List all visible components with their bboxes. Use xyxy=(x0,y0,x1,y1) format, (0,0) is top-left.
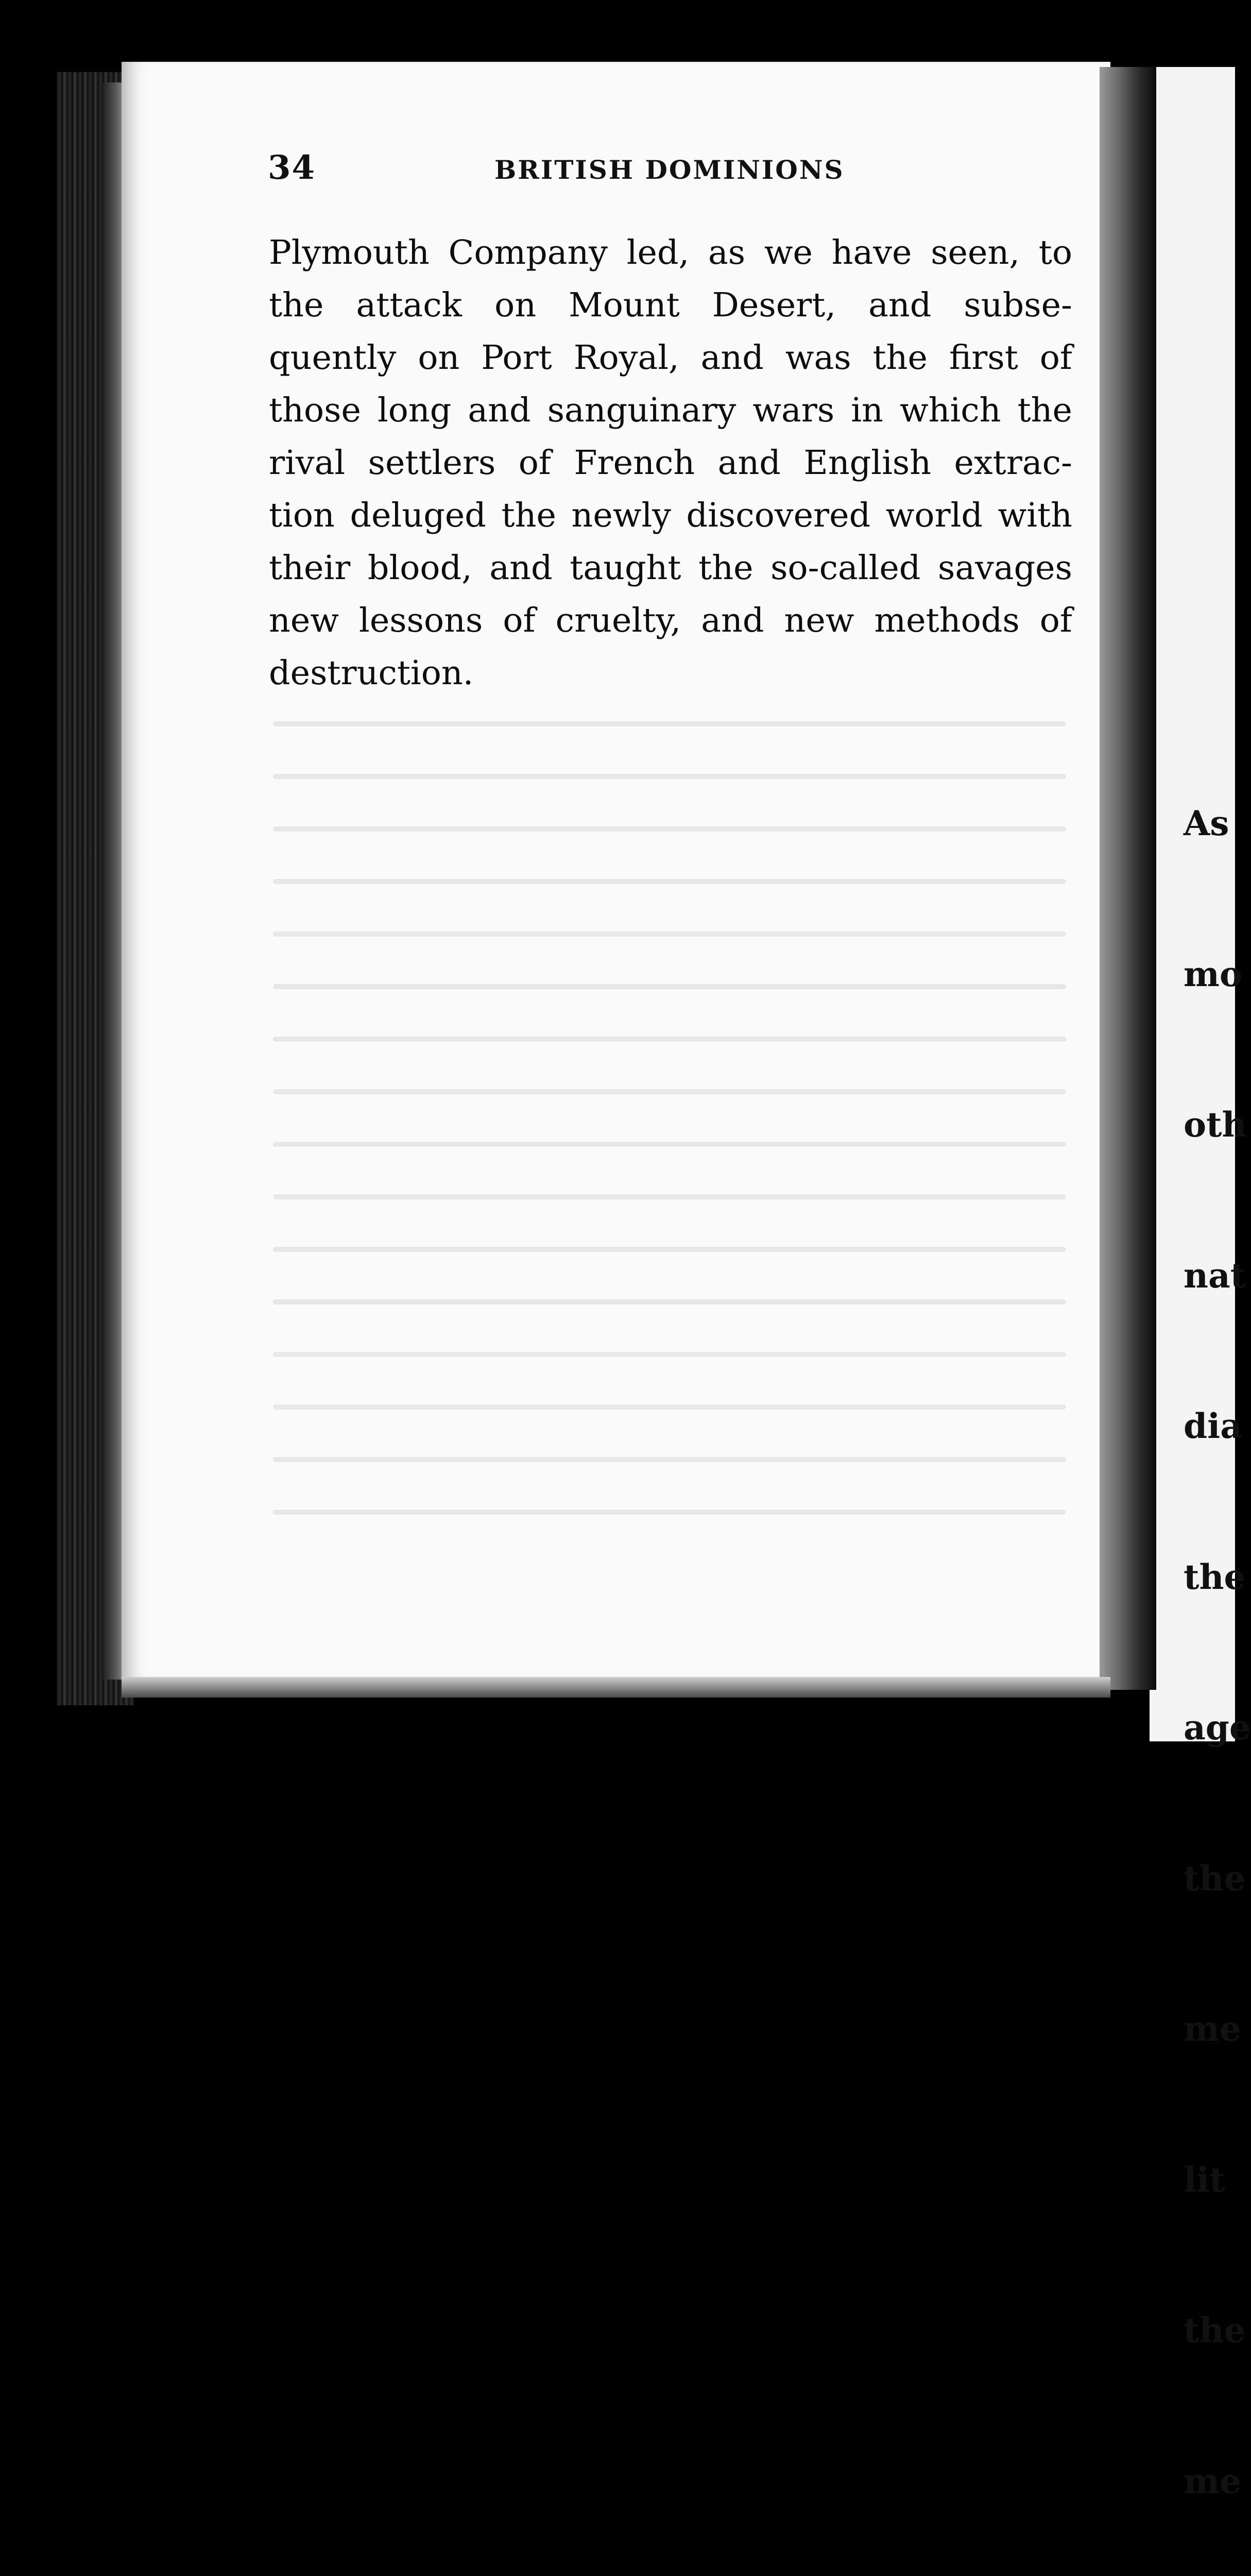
page-number: 34 xyxy=(268,148,316,187)
facing-line: the xyxy=(1184,1858,1246,1899)
facing-line: the xyxy=(1184,2310,1246,2350)
facing-line: oth xyxy=(1184,1105,1247,1145)
facing-line: mo xyxy=(1184,954,1242,994)
text-line: tion deluged the newly discovered world with xyxy=(269,496,1072,535)
facing-line: lit xyxy=(1184,2159,1225,2200)
page-gutter-shadow xyxy=(1100,67,1156,1690)
facing-line: the xyxy=(1184,1556,1246,1597)
text-line: rival settlers of French and English extrac- xyxy=(269,444,1072,482)
text-line: new lessons of cruelty, and new methods of xyxy=(269,601,1072,640)
facing-line: nat xyxy=(1184,1255,1246,1296)
facing-line: me xyxy=(1184,2461,1241,2501)
facing-page-text xyxy=(1184,698,1251,2576)
body-paragraph xyxy=(269,227,1072,700)
facing-line: age xyxy=(1184,1707,1251,1748)
running-title: BRITISH DOMINIONS xyxy=(494,155,845,185)
show-through-text xyxy=(273,721,1066,1546)
facing-line: As xyxy=(1184,803,1229,843)
binding-shadow xyxy=(103,82,124,1680)
page-bottom-edge xyxy=(122,1677,1110,1698)
text-line: their blood, and taught the so-called savages xyxy=(269,549,1072,587)
text-line: quently on Port Royal, and was the first of xyxy=(269,338,1072,377)
text-line: the attack on Mount Desert, and subse- xyxy=(269,286,1072,325)
text-line: those long and sanguinary wars in which the xyxy=(269,391,1072,430)
facing-line: dia xyxy=(1184,1406,1242,1446)
text-line: Plymouth Company led, as we have seen, to xyxy=(269,233,1072,272)
text-line: destruction. xyxy=(269,654,474,692)
facing-line: me xyxy=(1184,2009,1241,2049)
